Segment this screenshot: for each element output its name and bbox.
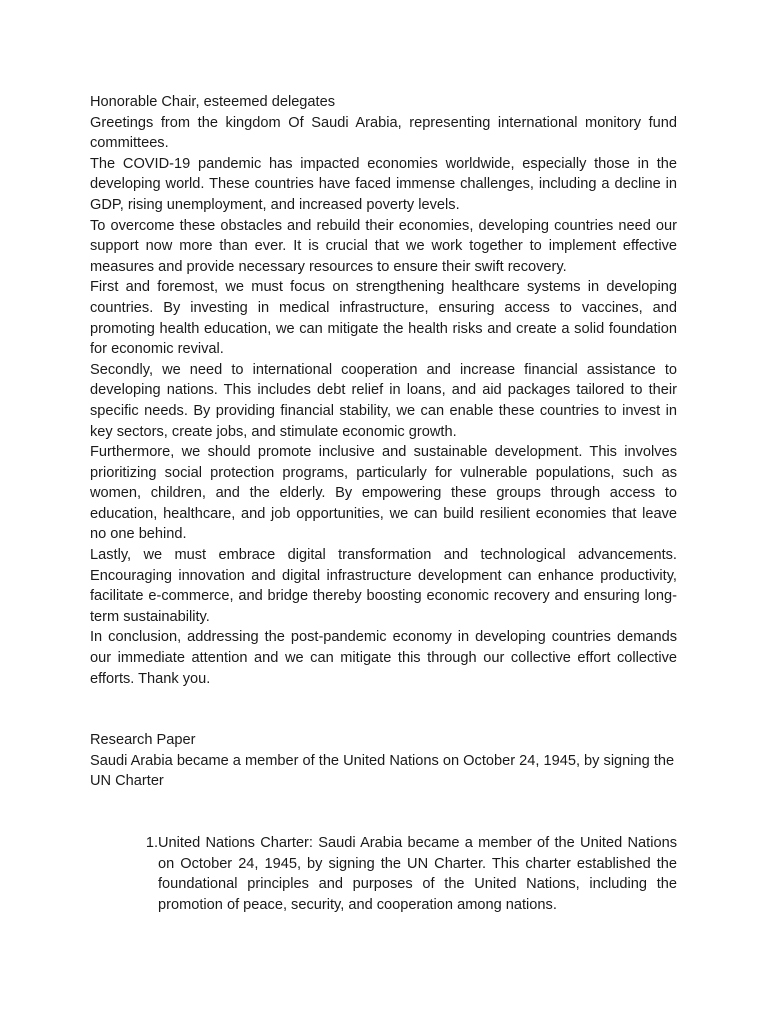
document-page bbox=[90, 92, 677, 915]
research-heading: Research Paper bbox=[90, 732, 196, 749]
speech-paragraph: Greetings from the kingdom Of Saudi Arabia, representing international monitory fund committees. bbox=[90, 114, 677, 152]
section-spacer bbox=[90, 689, 677, 730]
list-item bbox=[90, 833, 677, 915]
list-spacer bbox=[90, 792, 677, 833]
research-intro: Saudi Arabia became a member of the United Nations on October 24, 1945, by signing the UN Charter bbox=[90, 752, 675, 790]
list-item-number: 1. bbox=[145, 835, 158, 851]
speech-paragraph: First and foremost, we must focus on strengthening healthcare systems in developing countries. By investing in medical infrastructure, ensuring access to vaccines, and promoting health education, we can mitigate the health risks and create a solid foundation for economic revival. bbox=[90, 279, 677, 358]
speech-paragraph: The COVID-19 pandemic has impacted economies worldwide, especially those in the developing world. These countries have faced immense challenges, including a decline in GDP, rising unemployment, and increased poverty levels. bbox=[90, 155, 677, 213]
speech-paragraph: In conclusion, addressing the post-pandemic economy in developing countries demands our immediate attention and we can mitigate this through our collective effort collective efforts. Thank you. bbox=[90, 629, 677, 687]
speech-section bbox=[90, 92, 677, 689]
speech-paragraph: Secondly, we need to international cooperation and increase financial assistance to developing nations. This includes debt relief in loans, and aid packages tailored to their specific needs. By providing financial stability, we can enable these countries to invest in key sectors, create jobs, and stimulate economic growth. bbox=[90, 361, 677, 440]
list-item-text: United Nations Charter: Saudi Arabia became a member of the United Nations on October 24, 1945, by signing the UN Charter. This charter established the foundational principles and purposes of the United Nations, including the promotion of peace, security, and cooperation among nations. bbox=[158, 835, 677, 913]
speech-paragraph: Lastly, we must embrace digital transformation and technological advancements. Encouraging innovation and digital infrastructure development can enhance productivity, facilitate e-commerce, and bridge thereby boosting economic recovery and ensuring long-term sustainability. bbox=[90, 547, 677, 625]
research-list bbox=[90, 833, 677, 915]
speech-salutation: Honorable Chair, esteemed delegates bbox=[90, 94, 336, 110]
research-section bbox=[90, 730, 677, 915]
speech-paragraph: Furthermore, we should promote inclusive and sustainable development. This involves prioritizing social protection programs, particularly for vulnerable populations, such as women, children, and the elderly. By empowering these groups through access to education, healthcare, and job opportunities, we can build resilient economies that leave no one behind. bbox=[90, 444, 677, 543]
speech-paragraph: To overcome these obstacles and rebuild their economies, developing countries need our support now more than ever. It is crucial that we work together to implement effective measures and provide necessary resources to ensure their swift recovery. bbox=[90, 217, 677, 275]
